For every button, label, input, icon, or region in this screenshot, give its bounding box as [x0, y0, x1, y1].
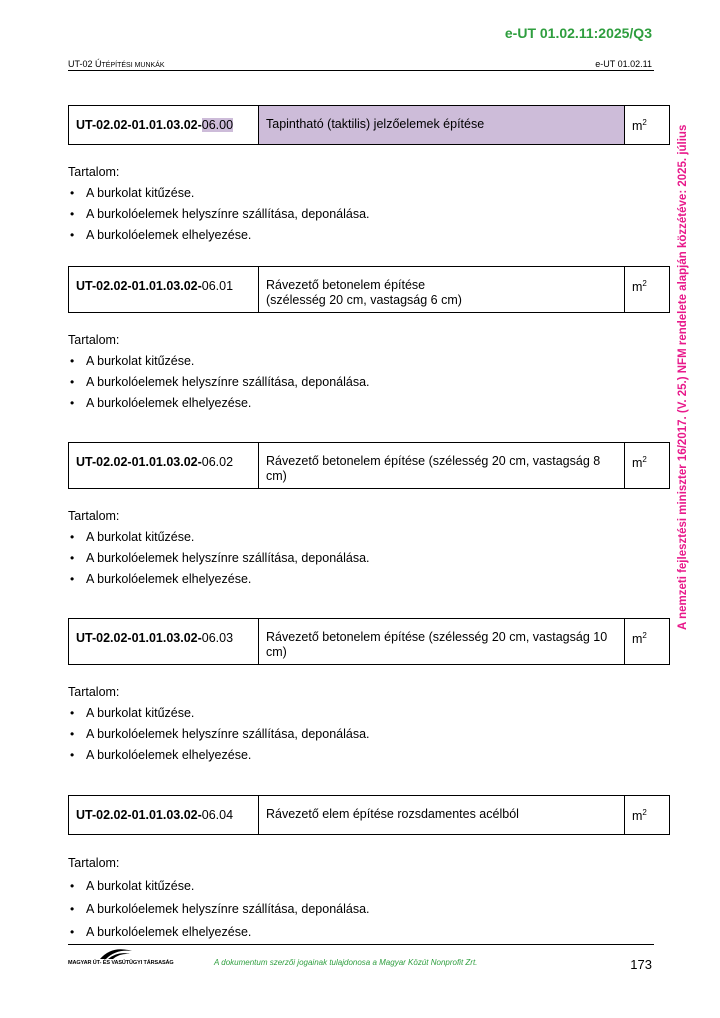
work-item	[68, 795, 670, 944]
footer-rule	[68, 944, 654, 945]
society-logo	[68, 947, 174, 969]
work-item	[68, 618, 670, 766]
item-name: Rávezető betonelem építése (szélesség 20 cm, vastagság 8 cm)	[259, 443, 625, 489]
work-item	[68, 442, 670, 590]
item-code-suffix: 06.01	[201, 279, 234, 293]
item-unit-sup: 2	[642, 118, 647, 127]
item-unit-sup: 2	[642, 455, 647, 464]
item-unit	[625, 267, 670, 313]
copyright-note: A dokumentum szerzői jogainak tulajdonosa a Magyar Közút Nonprofit Zrt.	[214, 958, 478, 967]
list-item: • A burkolóelemek elhelyezése.	[68, 921, 670, 944]
society-logo-text: MAGYAR ÚT- ÉS VASÚTÜGYI TÁRSASÁG	[68, 960, 174, 966]
work-item-table	[68, 795, 670, 835]
page-number: 173	[630, 957, 652, 972]
item-content	[68, 682, 670, 766]
item-unit-base: m	[632, 456, 643, 471]
content-label: Tartalom:	[68, 509, 120, 523]
item-name-line1: Rávezető betonelem építése	[266, 278, 426, 292]
work-item-table	[68, 618, 670, 665]
item-name: Rávezető elem építése rozsdamentes acélból	[259, 796, 625, 835]
item-name: Rávezető betonelem építése (szélesség 20 cm, vastagság 10 cm)	[259, 619, 625, 665]
header-chapter	[68, 59, 165, 69]
item-content	[68, 162, 670, 246]
item-unit-base: m	[632, 809, 643, 824]
item-content	[68, 506, 670, 590]
header-chapter-rest: TÉPÍTÉSI MUNKÁK	[101, 62, 165, 69]
list-item: • A burkolóelemek helyszínre szállítása, deponálása.	[68, 372, 670, 393]
list-item: • A burkolat kitűzése.	[68, 527, 670, 548]
list-item: • A burkolóelemek helyszínre szállítása, deponálása.	[68, 898, 670, 921]
list-item: • A burkolat kitűzése.	[68, 703, 670, 724]
publication-side-note: A nemzeti fejlesztési miniszter 16/2017. (V. 25.) NFM rendelete alapján közzétéve: 2025. július	[677, 124, 689, 630]
work-item-table	[68, 266, 670, 313]
item-unit	[625, 796, 670, 835]
content-list	[68, 703, 670, 766]
document-code: e-UT 01.02.11:2025/Q3	[504, 25, 652, 41]
item-unit-base: m	[632, 119, 643, 134]
item-code	[69, 796, 259, 835]
road-logo-icon	[98, 947, 134, 961]
item-code-suffix: 06.02	[201, 455, 234, 469]
item-code-bold: UT-02.02-01.01.03.02-	[76, 118, 202, 132]
content-label: Tartalom:	[68, 333, 120, 347]
item-name-line2: (szélesség 20 cm, vastagság 6 cm)	[266, 293, 462, 307]
item-code	[69, 267, 259, 313]
item-code-suffix: 06.03	[201, 631, 234, 645]
work-item-table	[68, 442, 670, 489]
item-code	[69, 106, 259, 145]
item-unit-base: m	[632, 280, 643, 295]
list-item: • A burkolóelemek helyszínre szállítása, deponálása.	[68, 548, 670, 569]
list-item: • A burkolóelemek helyszínre szállítása, deponálása.	[68, 204, 670, 225]
item-unit	[625, 619, 670, 665]
list-item: • A burkolóelemek helyszínre szállítása, deponálása.	[68, 724, 670, 745]
header-doc-ref: e-UT 01.02.11	[595, 59, 652, 69]
content-list	[68, 875, 670, 944]
item-unit-sup: 2	[642, 279, 647, 288]
item-code-suffix: 06.04	[201, 808, 234, 822]
item-name	[259, 267, 625, 313]
content-list	[68, 351, 670, 414]
work-item	[68, 105, 670, 246]
item-name: Tapintható (taktilis) jelzőelemek építése	[259, 106, 625, 145]
item-unit-sup: 2	[642, 631, 647, 640]
list-item: • A burkolat kitűzése.	[68, 183, 670, 204]
item-content	[68, 330, 670, 414]
item-code-bold: UT-02.02-01.01.03.02-	[76, 808, 202, 822]
item-unit	[625, 443, 670, 489]
list-item: • A burkolóelemek elhelyezése.	[68, 393, 670, 414]
header-rule	[68, 70, 654, 71]
work-item-table	[68, 105, 670, 145]
item-code-suffix: 06.00	[201, 118, 234, 132]
item-unit	[625, 106, 670, 145]
list-item: • A burkolat kitűzése.	[68, 875, 670, 898]
item-code-bold: UT-02.02-01.01.03.02-	[76, 279, 202, 293]
item-code	[69, 619, 259, 665]
list-item: • A burkolóelemek elhelyezése.	[68, 225, 670, 246]
content-list	[68, 183, 670, 246]
header-chapter-prefix: UT-02 Ú	[68, 59, 102, 69]
content-list	[68, 527, 670, 590]
list-item: • A burkolat kitűzése.	[68, 351, 670, 372]
item-code-bold: UT-02.02-01.01.03.02-	[76, 631, 202, 645]
content-label: Tartalom:	[68, 165, 120, 179]
item-code	[69, 443, 259, 489]
item-unit-sup: 2	[642, 808, 647, 817]
item-unit-base: m	[632, 632, 643, 647]
list-item: • A burkolóelemek elhelyezése.	[68, 745, 670, 766]
content-label: Tartalom:	[68, 685, 120, 699]
content-label: Tartalom:	[68, 856, 120, 870]
item-code-bold: UT-02.02-01.01.03.02-	[76, 455, 202, 469]
work-item	[68, 266, 670, 414]
item-content	[68, 852, 670, 944]
list-item: • A burkolóelemek elhelyezése.	[68, 569, 670, 590]
